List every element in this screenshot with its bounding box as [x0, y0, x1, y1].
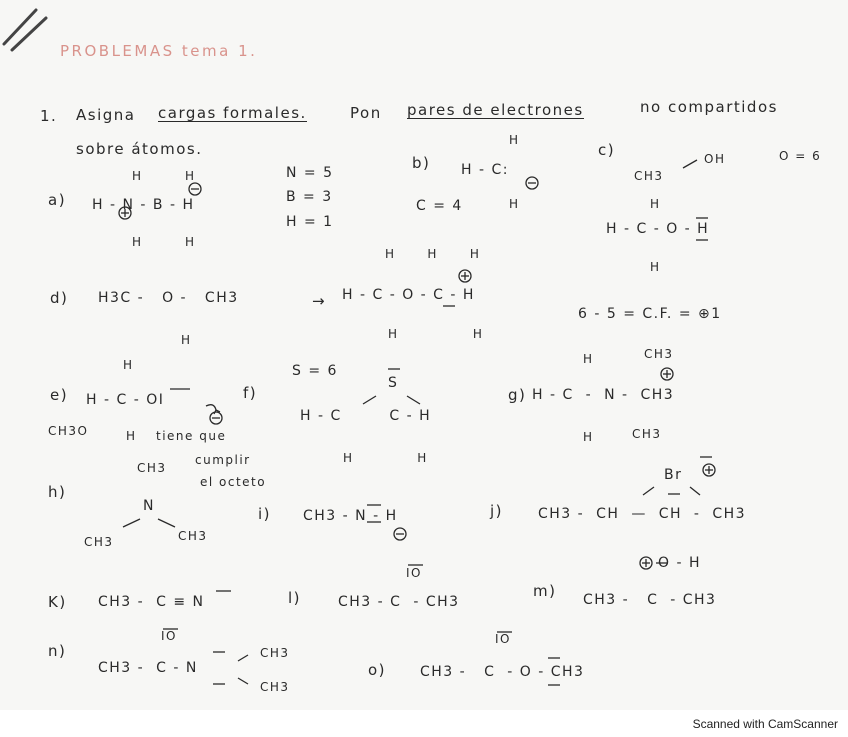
structure-c-main: H - C - O - H [606, 221, 710, 237]
structure-j-br: Br [664, 467, 683, 483]
structure-o-formula: CH3 - C - O - CH3 [420, 664, 585, 680]
structure-a-bottom: H H [132, 235, 196, 249]
formal-charge-calc: 6 - 5 = C.F. = ⊕1 [578, 306, 722, 322]
item-label-n: n) [48, 642, 67, 660]
structure-e-formula: CH3O [48, 424, 89, 438]
valence-s: S = 6 [292, 363, 338, 379]
item-label-o: o) [368, 661, 387, 679]
structure-h-n: N [143, 498, 155, 514]
structure-k-formula: CH3 - C ≡ N [98, 594, 205, 610]
valence-h: H = 1 [286, 214, 334, 230]
structure-j-formula: CH3 - CH — CH - CH3 [538, 506, 747, 522]
structure-b-top: H [509, 133, 520, 147]
problem-text: no compartidos [640, 98, 778, 116]
note-text: el octeto [200, 475, 267, 489]
structure-c-ch3: CH3 [634, 169, 664, 183]
structure-f-main: H - C C - H [300, 408, 432, 424]
structure-b-bottom: H [509, 197, 520, 211]
structure-f-s: S [388, 375, 399, 391]
note-text: tiene que [156, 429, 227, 443]
structure-e-bottom: H [126, 429, 137, 443]
structure-a-main: H - N - B - H [92, 197, 195, 213]
structure-c-top: H [650, 197, 661, 211]
valence-b: B = 3 [286, 189, 333, 205]
item-label-f: f) [243, 384, 258, 402]
item-label-i: i) [258, 505, 272, 523]
problem-text-underlined: cargas formales. [158, 104, 307, 122]
structure-f-bottom: H H [343, 451, 428, 465]
structure-n-o: IO [161, 629, 177, 643]
structure-e-top: H [123, 358, 134, 372]
structure-c-oh: OH [704, 152, 726, 166]
structure-o-o: IO [495, 632, 511, 646]
reaction-arrow: → [312, 292, 327, 310]
item-label-b: b) [412, 154, 431, 172]
item-label-k: K) [48, 593, 67, 611]
structure-i-formula: CH3 - N - H [303, 508, 398, 524]
item-label-j: j) [490, 502, 504, 520]
problem-text-underlined: pares de electrones [407, 101, 584, 119]
item-label-l: l) [288, 589, 302, 607]
structure-l-o: IO [406, 566, 422, 580]
structure-d2-main: H - C - O - C - H [342, 287, 475, 303]
page-title: PROBLEMAS tema 1. [60, 42, 258, 60]
structure-e-main: H - C - OI [86, 392, 165, 408]
structure-a-top: H H [132, 169, 196, 183]
structure-l-formula: CH3 - C - CH3 [338, 594, 460, 610]
note-text: cumplir [195, 453, 251, 467]
item-label-g: g) [508, 386, 527, 404]
structure-n-formula: CH3 - C - N [98, 660, 198, 676]
camscanner-watermark: Scanned with CamScanner [692, 717, 838, 731]
item-label-h: h) [48, 483, 67, 501]
structure-d-formula: H3C - O - CH3 [98, 290, 239, 306]
structure-d2-top: H H H [385, 247, 481, 261]
structure-g-bottom-ch3: CH3 [632, 427, 662, 441]
item-label-e: e) [50, 386, 69, 404]
structure-n-r1: CH3 [260, 646, 290, 660]
structure-b-main: H - C: [461, 162, 509, 178]
structure-g-top: H [583, 352, 594, 366]
structure-h-right: CH3 [178, 529, 208, 543]
problem-text: sobre átomos. [76, 140, 203, 158]
structure-d2-bottom: H H [388, 327, 484, 341]
structure-n-r2: CH3 [260, 680, 290, 694]
structure-d-h: H [181, 333, 192, 347]
item-label-d: d) [50, 289, 69, 307]
structure-h-top: CH3 [137, 461, 167, 475]
structure-m-formula: CH3 - C - CH3 [583, 592, 717, 608]
structure-g-main: H - C - N - CH3 [532, 387, 675, 403]
problem-text: Pon [350, 104, 382, 122]
problem-number: 1. [40, 107, 58, 125]
structure-g-bottom: H [583, 430, 594, 444]
item-label-m: m) [533, 582, 557, 600]
structure-c-bottom: H [650, 260, 661, 274]
problem-text: Asigna [76, 106, 136, 124]
structure-g-top-ch3: CH3 [644, 347, 674, 361]
valence-n: N = 5 [286, 165, 334, 181]
structure-m-o: O - H [658, 555, 701, 571]
valence-c: C = 4 [416, 198, 463, 214]
structure-h-left: CH3 [84, 535, 114, 549]
valence-o: O = 6 [779, 149, 822, 163]
item-label-a: a) [48, 191, 67, 209]
item-label-c: c) [598, 141, 616, 159]
